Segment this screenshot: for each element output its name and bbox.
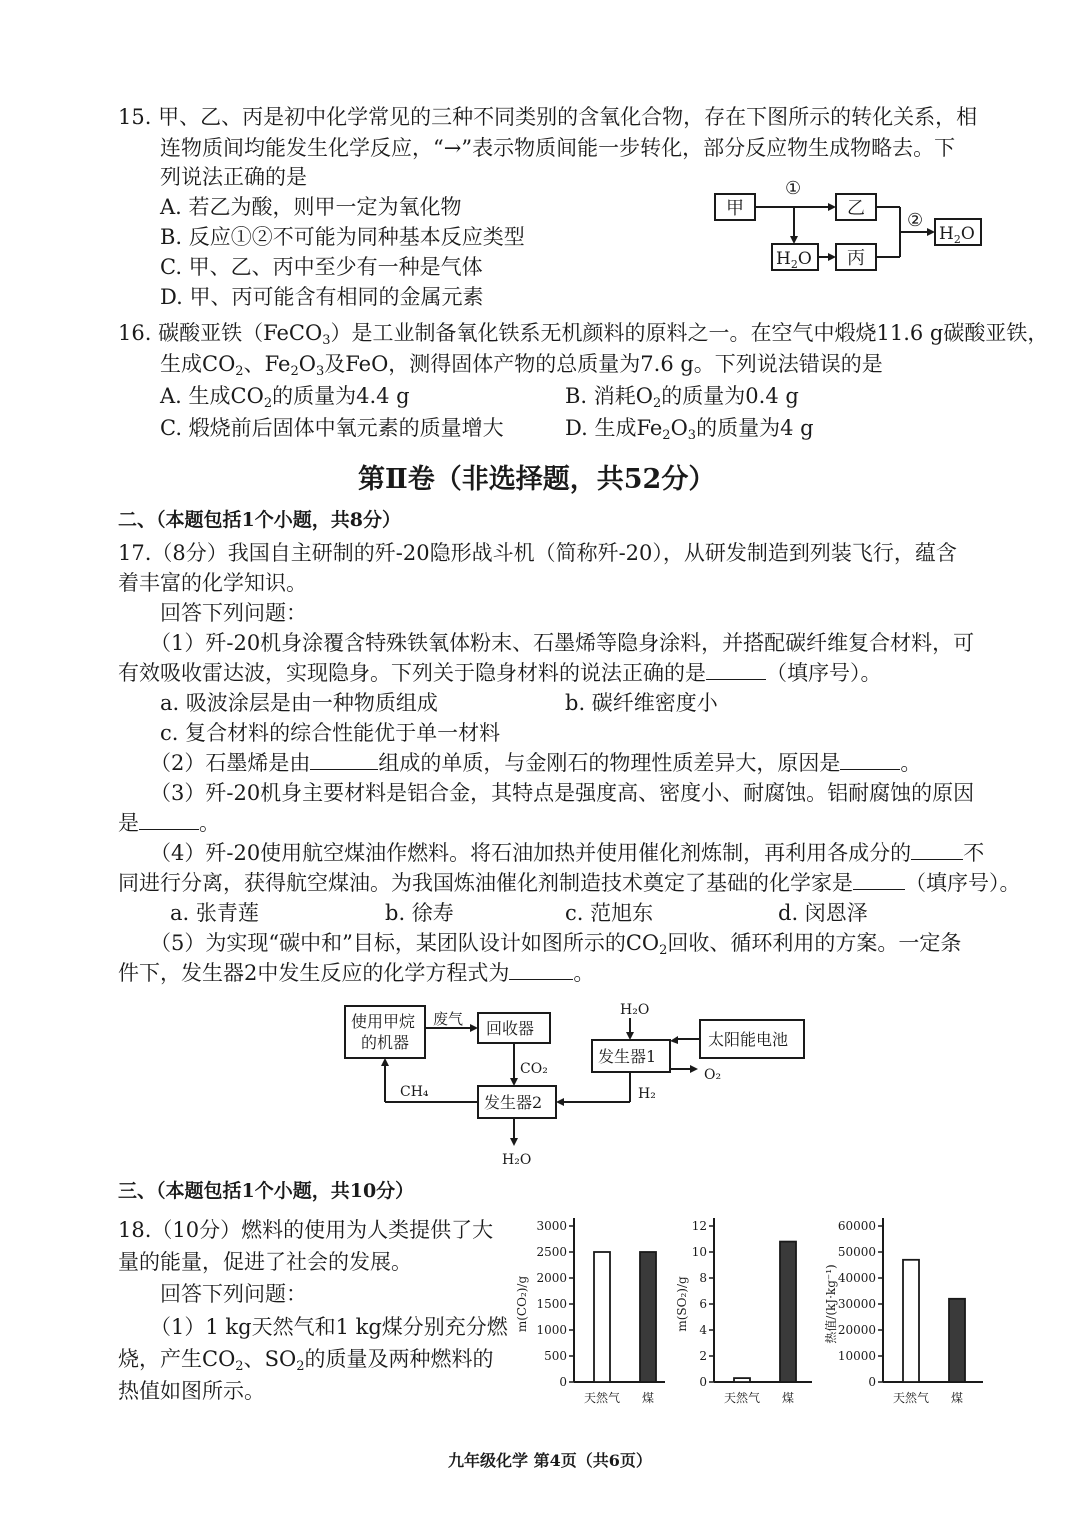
answer-blank <box>509 961 573 980</box>
y-tick-label: 4 <box>699 1323 707 1337</box>
q18-part1-line3: 热值如图所示。 <box>118 1379 265 1403</box>
bar-natural-gas <box>594 1252 610 1382</box>
generator2-label: 发生器2 <box>484 1093 543 1112</box>
y-axis-label: 热值/(kJ·kg⁻¹) <box>824 1264 838 1344</box>
answer-blank <box>139 811 199 830</box>
y-tick-label: 20000 <box>837 1323 876 1337</box>
recycler-label: 回收器 <box>486 1019 535 1038</box>
part2-title: 第Ⅱ卷（非选择题，共52分） <box>358 464 716 495</box>
q17-line2: 着丰富的化学知识。 <box>118 571 307 595</box>
y-tick-label: 500 <box>544 1349 567 1363</box>
q18-part1-line1: （1）1 kg天然气和1 kg煤分别充分燃 <box>150 1315 508 1339</box>
q17-part2: （2）石墨烯是由 组成的单质，与金刚石的物理性质差异大，原因是 。 <box>150 751 922 775</box>
q17-chemist-c: c. 范旭东 <box>565 901 654 925</box>
y-tick-label: 1500 <box>536 1297 567 1311</box>
q15-transformation-diagram <box>710 178 990 278</box>
reaction-1-label: ① <box>785 178 802 199</box>
y-tick-label: 0 <box>699 1375 707 1389</box>
y-tick-label: 2000 <box>536 1271 567 1285</box>
y-tick-label: 2500 <box>536 1245 567 1259</box>
q18-prompt: 回答下列问题： <box>160 1282 307 1306</box>
h2-label: H₂ <box>638 1086 656 1102</box>
co2-recycling-diagram <box>330 996 820 1168</box>
q15-option-b: B. 反应①②不可能为同种基本反应类型 <box>160 225 525 249</box>
q16-option-c: C. 煅烧前后固体中氧元素的质量增大 <box>160 416 504 440</box>
waste-gas-label: 废气 <box>433 1010 464 1028</box>
solar-cell-label: 太阳能电池 <box>708 1030 789 1049</box>
q17-option-a: a. 吸波涂层是由一种物质组成 <box>160 691 438 715</box>
q15-option-a: A. 若乙为酸，则甲一定为氧化物 <box>160 195 462 219</box>
q15-line2: 连物质间均能发生化学反应，“→”表示物质间能一步转化，部分反应物生成物略去。下 <box>160 136 956 160</box>
y-tick-label: 1000 <box>536 1323 567 1337</box>
q17-chemist-b: b. 徐寿 <box>385 901 454 925</box>
node-yi: 乙 <box>847 198 865 219</box>
generator1-label: 发生器1 <box>598 1047 657 1066</box>
bar-natural-gas <box>734 1378 750 1382</box>
answer-blank <box>911 841 963 860</box>
answer-blank <box>853 871 905 890</box>
water-output-label: H₂O <box>502 1152 532 1168</box>
bar-coal <box>640 1252 656 1382</box>
chart-heat <box>815 1200 990 1415</box>
q17-part1-line2: 有效吸收雷达波，实现隐身。下列关于隐身材料的说法正确的是 （填序号）。 <box>118 661 882 685</box>
chart-so2 <box>672 1200 812 1415</box>
q16-line1: 16. 碳酸亚铁（FeCO$_3$）是工业制备氧化铁系无机颜料的原料之一。在空气中煅烧11.6 g碳酸亚铁， <box>118 321 1049 348</box>
y-tick-label: 2 <box>699 1349 707 1363</box>
bar-natural-gas <box>903 1260 919 1382</box>
x-tick-label: 天然气 <box>583 1391 621 1405</box>
water-input-label: H₂O <box>620 1002 650 1018</box>
node-jia: 甲 <box>726 198 744 219</box>
q17-part3-line2: 是 。 <box>118 811 220 835</box>
q15-option-d: D. 甲、丙可能含有相同的金属元素 <box>160 285 484 309</box>
answer-blank <box>706 661 766 680</box>
y-tick-label: 6 <box>699 1297 707 1311</box>
q17-chemist-a: a. 张青莲 <box>170 901 259 925</box>
q17-part4-line1: （4）歼-20使用航空煤油作燃料。将石油加热并使用催化剂炼制，再利用各成分的 不 <box>150 841 985 865</box>
y-tick-label: 8 <box>699 1271 707 1285</box>
y-tick-label: 60000 <box>837 1219 876 1233</box>
bar-coal <box>780 1242 796 1382</box>
q18-line1: 18.（10分）燃料的使用为人类提供了大 <box>118 1218 494 1242</box>
y-tick-label: 3000 <box>536 1219 567 1233</box>
q17-part5-line1: （5）为实现“碳中和”目标，某团队设计如图所示的$CO_2$回收、循环利用的方案。一定条 <box>150 931 962 958</box>
ch4-label: CH₄ <box>400 1084 429 1100</box>
page-footer: 九年级化学 第4页（共6页） <box>448 1451 652 1470</box>
q15-line1: 15. 甲、乙、丙是初中化学常见的三种不同类别的含氧化合物，存在下图所示的转化关系，相 <box>118 105 978 129</box>
node-bing: 丙 <box>847 248 865 269</box>
machine-label-2: 的机器 <box>361 1033 410 1052</box>
q17-line1: 17.（8分）我国自主研制的歼-20隐形战斗机（简称歼-20），从研发制造到列装飞行，蕴含 <box>118 541 957 565</box>
node-h2o-left: $H_2O$ <box>776 249 812 271</box>
y-tick-label: 10000 <box>837 1349 876 1363</box>
y-tick-label: 0 <box>868 1375 876 1389</box>
o2-label: O₂ <box>704 1067 722 1083</box>
q17-chemist-d: d. 闵恩泽 <box>778 901 868 925</box>
q15-line3: 列说法正确的是 <box>160 165 307 189</box>
y-tick-label: 30000 <box>837 1297 876 1311</box>
x-tick-label: 煤 <box>781 1391 795 1405</box>
x-tick-label: 天然气 <box>892 1391 930 1405</box>
q15-option-c: C. 甲、乙、丙中至少有一种是气体 <box>160 255 483 279</box>
y-tick-label: 10 <box>691 1245 707 1259</box>
answer-blank <box>840 751 900 770</box>
y-axis-label: m(CO₂)/g <box>515 1275 529 1333</box>
node-h2o-right: $H_2O$ <box>939 224 975 246</box>
x-tick-label: 天然气 <box>723 1391 761 1405</box>
y-axis-label: m(SO₂)/g <box>675 1276 689 1332</box>
y-tick-label: 12 <box>691 1219 707 1233</box>
q17-option-c: c. 复合材料的综合性能优于单一材料 <box>160 721 501 745</box>
q17-part3-line1: （3）歼-20机身主要材料是铝合金，其特点是强度高、密度小、耐腐蚀。铝耐腐蚀的原因 <box>150 781 975 805</box>
x-tick-label: 煤 <box>950 1391 964 1405</box>
q18-part1-line2: 烧，产生$CO_2$、$SO_2$的质量及两种燃料的 <box>118 1347 494 1374</box>
y-tick-label: 40000 <box>837 1271 876 1285</box>
q17-part1-line1: （1）歼-20机身涂覆含特殊铁氧体粉末、石墨烯等隐身涂料，并搭配碳纤维复合材料，可 <box>150 631 975 655</box>
x-tick-label: 煤 <box>641 1391 655 1405</box>
q16-line2: 生成$CO_2$、$Fe_2O_3$及FeO，测得固体产物的总质量为7.6 g。下列说法错误的是 <box>160 352 883 379</box>
q18-line2: 量的能量，促进了社会的发展。 <box>118 1250 412 1274</box>
q17-option-b: b. 碳纤维密度小 <box>565 691 718 715</box>
q16-option-b: B. 消耗$O_2$的质量为0.4 g <box>565 384 799 411</box>
answer-blank <box>310 751 378 770</box>
q17-prompt: 回答下列问题： <box>160 601 307 625</box>
machine-label-1: 使用甲烷 <box>351 1012 416 1031</box>
q17-part4-line2: 同进行分离，获得航空煤油。为我国炼油催化剂制造技术奠定了基础的化学家是 （填序号）。 <box>118 871 1021 895</box>
y-tick-label: 0 <box>559 1375 567 1389</box>
section2-heading: 二、（本题包括1个小题，共8分） <box>118 509 401 531</box>
bar-coal <box>949 1299 965 1382</box>
q16-option-a: A. 生成$CO_2$的质量为4.4 g <box>160 384 410 411</box>
q17-part5-line2: 件下，发生器2中发生反应的化学方程式为 。 <box>118 961 595 985</box>
co2-label: CO₂ <box>520 1061 548 1077</box>
reaction-2-label: ② <box>907 210 924 231</box>
q16-option-d: D. 生成$Fe_2O_3$的质量为4 g <box>565 416 814 443</box>
y-tick-label: 50000 <box>837 1245 876 1259</box>
section3-heading: 三、（本题包括1个小题，共10分） <box>118 1180 415 1202</box>
chart-co2 <box>510 1200 665 1415</box>
